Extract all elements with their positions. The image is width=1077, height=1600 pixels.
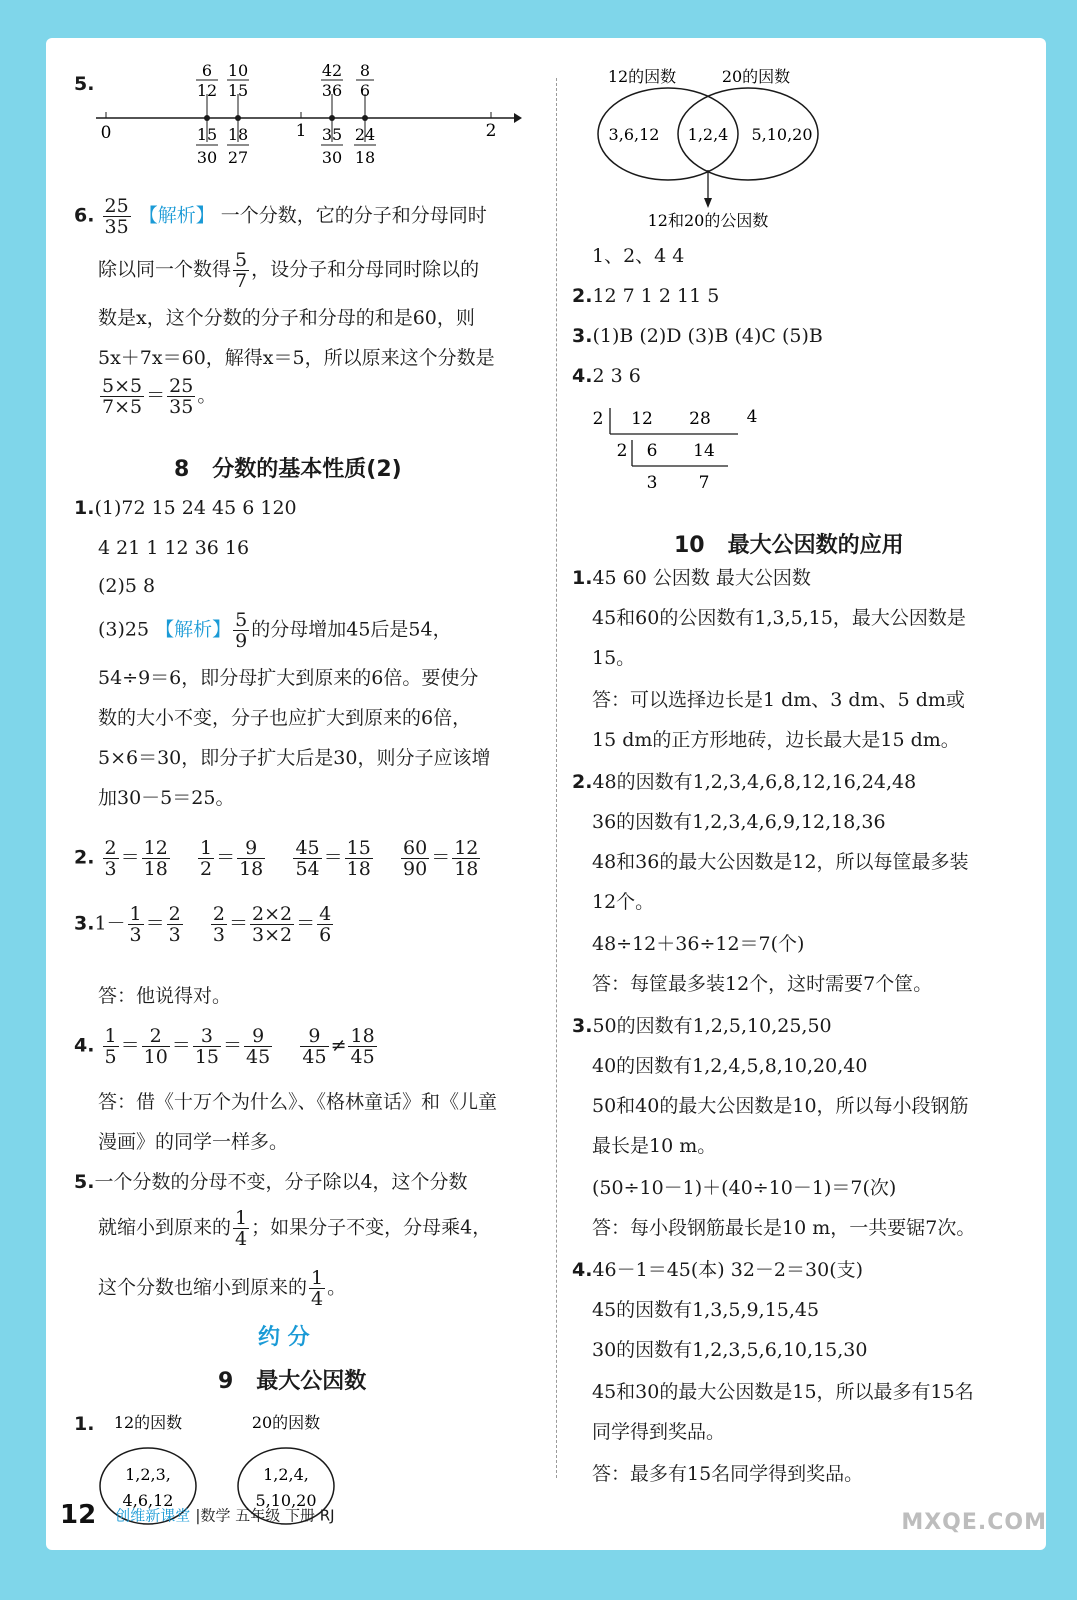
venn-bottom-label: 12和20的公因数 [647,211,769,230]
page-number: 12 [60,1500,97,1530]
s8q5-line1: 5.一个分数的分母不变，分子除以4，这个分数 [74,1171,468,1193]
s10q4-l4: 45和30的最大公因数是15，所以最多有15名 [592,1381,974,1403]
book-info: |数学 五年级 下册 RJ [195,1506,335,1525]
s8q4: 4. $\frac{1}{5}$ ＝ $\frac{2}{10}$ ＝ $\frac{3}{15}$ ＝ $\frac{9}{45}$ $\frac{9}{45}$ ≠ $\frac{18}{45}$ [74,1025,375,1068]
venn-diagram [586,62,846,232]
s10q1-l3: 15。 [592,647,636,669]
analysis-tag: 【解析】 [138,204,215,227]
top-numerator: 10 [227,62,249,80]
bottom-denominator: 30 [321,148,343,167]
s10q3-l1: 3.50的因数有1,2,5,10,25,50 [572,1015,832,1037]
venn-label: 20的因数 [721,67,791,86]
s10q3-l4: 最长是10 m。 [592,1135,717,1157]
bottom-denominator: 18 [354,148,376,167]
top-numerator: 8 [359,62,371,80]
s10q2-l4: 12个。 [592,891,655,913]
set-members: 1,2,3, [125,1465,171,1484]
s8q1-line5: 54÷9＝6，即分母扩大到原来的6倍。要使分 [98,667,479,689]
top-numerator: 6 [201,62,213,80]
set-members: 5,10,20 [255,1491,317,1510]
column-divider [556,78,557,1478]
bottom-denominator: 27 [227,148,249,167]
s10q1-l5: 15 dm的正方形地砖，边长最大是15 dm。 [592,729,960,751]
top-denominator: 6 [359,81,371,100]
s8q1-line1: 1.(1)72 15 24 45 6 120 [74,497,297,519]
question-number: 1. [74,1413,95,1435]
divisor: 2 [616,441,628,461]
set-label: 20的因数 [251,1413,321,1432]
s10q4-l3: 30的因数有1,2,3,5,6,10,15,30 [592,1339,868,1361]
s10q4-l5: 同学得到奖品。 [592,1421,726,1443]
tick-label: 0 [100,123,112,143]
s10q3-l6: 答：每小段钢筋最长是10 m，一共要锯7次。 [592,1217,976,1239]
quotient: 3 [646,473,658,493]
s8q3-answer: 答：他说得对。 [98,985,232,1007]
r-q2: 2.12 7 1 2 11 5 [572,285,720,307]
venn-intersection-members: 1,2,4 [687,125,729,144]
s8q1-line6: 数的大小不变，分子也应扩大到原来的6倍， [98,707,472,729]
s8q1-line4: (3)25 【解析】 $\frac{5}{9}$ 的分母增加45后是54， [98,609,452,652]
venn-label: 12的因数 [607,67,677,86]
fraction: $\frac{25}{35}$ [104,195,129,238]
q6-line2: 除以同一个数得 $\frac{5}{7}$ ，设分子和分母同时除以的 [98,249,480,292]
q6-line1 [74,196,487,237]
s8q2: 2. $\frac{2}{3}$ ＝ $\frac{12}{18}$ $\frac{1}{2}$ ＝ $\frac{9}{18}$ $\frac{45}{54}$ ＝ $\frac{15}{18}$ $\frac{60}{90}$ ＝ $\frac{12}{18}$ [74,837,479,880]
quotient: 14 [693,441,715,461]
s8q3: 3.1－ $\frac{1}{3}$ ＝ $\frac{2}{3}$ $\frac{2}{3}$ ＝ $\frac{2\times 2}{3\times 2}$ ＝ $\frac{4}{6}$ [74,903,332,946]
dividend: 12 [631,409,653,429]
page-footer [60,1500,335,1530]
s10q4-l2: 45的因数有1,3,5,9,15,45 [592,1299,820,1321]
top-denominator: 36 [321,81,343,100]
top-numerator: 42 [321,62,343,80]
number-line-figure [86,62,526,172]
section-heading: 9 最大公因数 [218,1369,367,1394]
s8q1-line7: 5×6＝30，即分子扩大后是30，则分子应该增 [98,747,491,769]
section-heading: 10 最大公因数的应用 [674,533,904,558]
unit-heading: 约 分 [258,1325,310,1350]
set-members: 1,2,4, [263,1465,309,1484]
bottom-numerator: 15 [196,125,218,144]
s10q3-l5: (50÷10－1)＋(40÷10－1)＝7(次) [592,1177,897,1199]
s10q2-l2: 36的因数有1,2,3,4,6,9,12,18,36 [592,811,886,833]
s10q1-l1: 1.45 60 公因数 最大公因数 [572,567,811,589]
venn-answer: 1、2、4 4 [592,245,685,267]
bottom-numerator: 24 [354,125,376,144]
fraction: $\frac{5}{7}$ [235,249,248,292]
section-heading: 8 分数的基本性质(2) [174,457,402,482]
s10q3-l3: 50和40的最大公因数是10，所以每小段钢筋 [592,1095,969,1117]
result: 4 [746,407,758,427]
s10q2-l1: 2.48的因数有1,2,3,4,6,8,12,16,24,48 [572,771,917,793]
top-denominator: 12 [196,81,218,100]
s8q1-line2: 4 21 1 12 36 16 [98,537,250,559]
s10q2-l5: 48÷12＋36÷12＝7(个) [592,933,805,955]
s8q1-line3: (2)5 8 [98,575,156,597]
fraction: $\frac{5}{9}$ [235,609,248,652]
tick-label: 2 [485,121,497,141]
top-denominator: 15 [227,81,249,100]
fraction: $\frac{5\times 5}{7\times 5}$ [102,375,143,418]
short-division-figure [588,400,788,510]
arrow-head [704,198,712,208]
quotient: 6 [646,441,658,461]
set-label: 12的因数 [113,1413,183,1432]
analysis-tag: 【解析】 [155,618,232,641]
bottom-numerator: 18 [227,125,249,144]
text: 一个分数，它的分子和分母同时 [220,204,487,227]
s10q3-l2: 40的因数有1,2,4,5,8,10,20,40 [592,1055,868,1077]
tick-label: 1 [295,121,307,141]
quotient: 7 [698,473,710,493]
bottom-denominator: 30 [196,148,218,167]
r-q3: 3.(1)B (2)D (3)B (4)C (5)B [572,325,823,347]
s8q1-line8: 加30－5＝25。 [98,787,235,809]
s8q4-answer-1: 答：借《十万个为什么》、《格林童话》和《儿童 [98,1091,498,1113]
brand-name: 创维新课堂 [115,1506,191,1525]
set-members: 4,6,12 [122,1491,174,1510]
q6-line3: 数是x，这个分数的分子和分母的和是60，则 [98,307,475,329]
s8q4-answer-2: 漫画》的同学一样多。 [98,1131,289,1153]
answer-sheet [46,38,1046,1550]
s10q4-l6: 答：最多有15名同学得到奖品。 [592,1463,864,1485]
venn-right-members: 5,10,20 [751,125,813,144]
dividend: 28 [689,409,711,429]
r-q4: 4.2 3 6 [572,365,641,387]
s8q5-line3: 这个分数也缩小到原来的 $\frac{1}{4}$ 。 [98,1267,347,1310]
s10q2-l3: 48和36的最大公因数是12，所以每筐最多装 [592,851,969,873]
fraction: $\frac{25}{35}$ [169,375,194,418]
s8q5-line2: 就缩小到原来的 $\frac{1}{4}$ ；如果分子不变，分母乘4， [98,1207,492,1250]
s10q1-l2: 45和60的公因数有1,3,5,15，最大公因数是 [592,607,966,629]
s10q1-l4: 答：可以选择边长是1 dm、3 dm、5 dm或 [592,689,965,711]
bottom-numerator: 35 [321,125,343,144]
divisor: 2 [592,409,604,429]
question-number: 6. [74,204,95,227]
s10q4-l1: 4.46－1＝45(本) 32－2＝30(支) [572,1259,864,1281]
q6-line4: 5x＋7x＝60，解得x＝5，所以原来这个分数是 [98,347,495,369]
q6-line5: $\frac{5\times 5}{7\times 5}$ ＝ $\frac{25}{35}$ 。 [102,375,217,418]
s10q2-l6: 答：每筐最多装12个，这时需要7个筐。 [592,973,933,995]
question-number: 5. [74,73,95,95]
watermark: MXQE.COM [901,1510,1047,1535]
venn-left-members: 3,6,12 [608,125,660,144]
arrow-head [514,113,522,123]
